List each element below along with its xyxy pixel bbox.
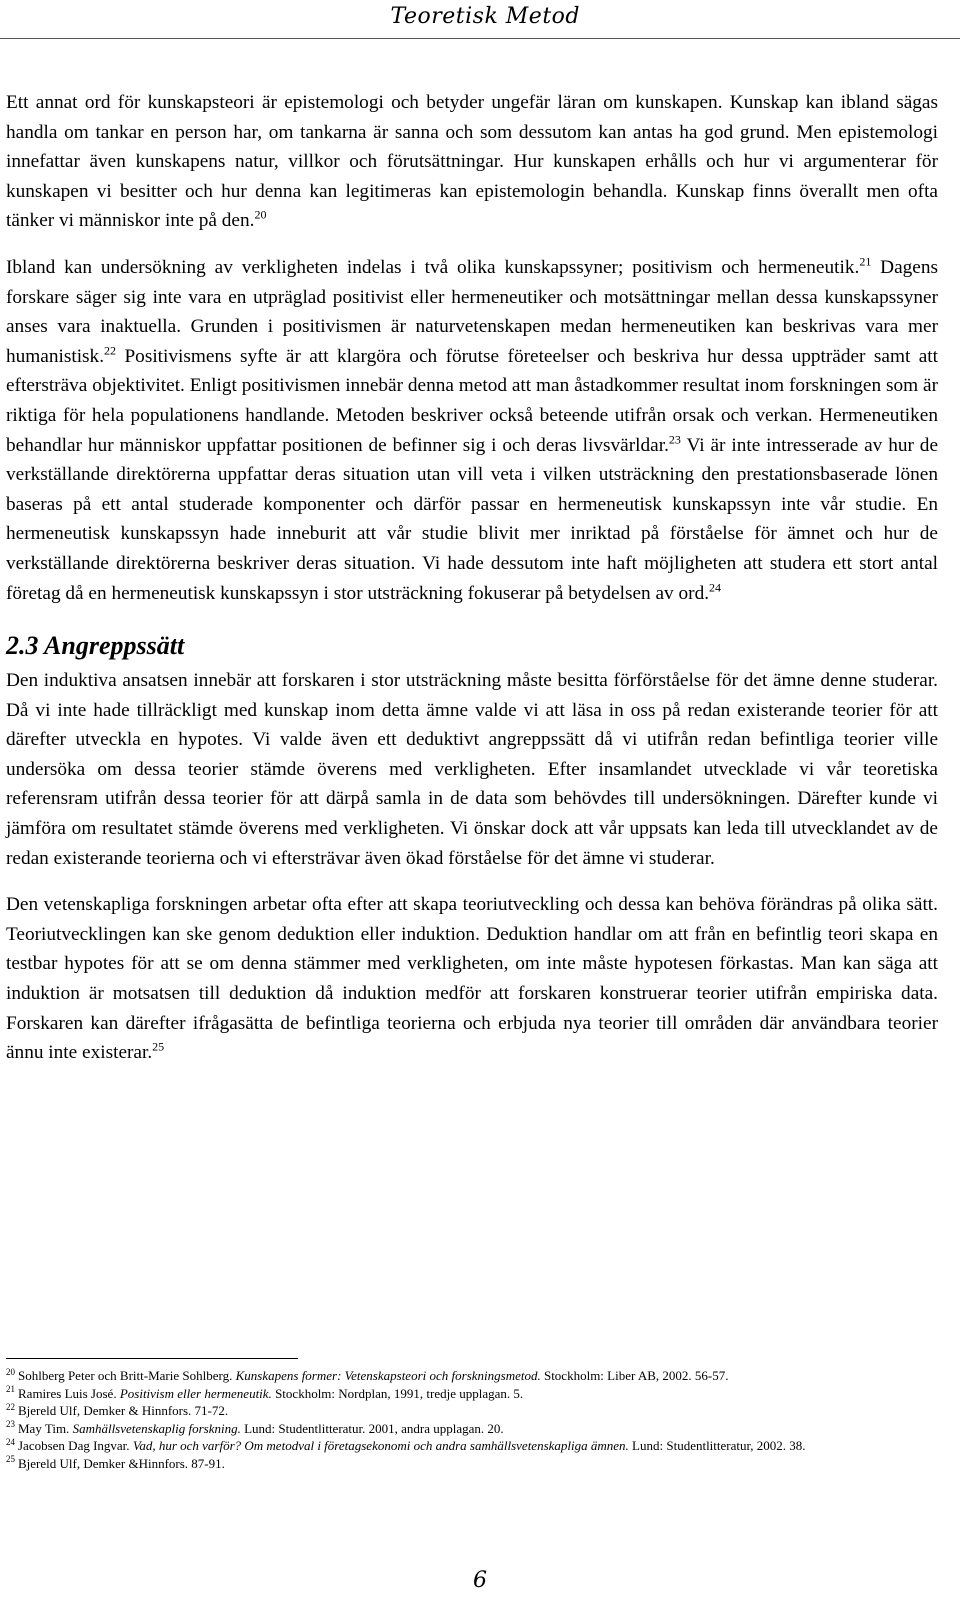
footnote: $^{22}$ Bjereld Ulf, Demker & Hinnfors. 71-72.	[6, 1401, 229, 1418]
footnote-ref[interactable]: 21	[859, 254, 872, 269]
footnote-ref[interactable]: 20	[254, 207, 267, 222]
paragraph-vetenskaplig: Den vetenskapliga forskningen arbetar ofta efter att skapa teoriutveckling och dessa kan behöva förändras på olika sätt. Teoriutvecklingen kan ske genom deduktion eller induktion. Deduktion handlar om att från en befintlig teori skapa en testbar hypotes för att se om denna stämmer med verkligheten, om inte måste hypotesen förkastas. Man kan säga att induktion är motsatsen till deduktion då induktion medför att forskaren konstruerar teorier utifrån empiriska data. Forskaren kan därefter ifrågasätta de befintliga teorierna och erbjuda nya teorier till områden där användbara teorier ännu inte existerar.$^{25}$	[6, 894, 938, 1064]
footnote-ref[interactable]: 22	[104, 343, 117, 358]
paragraph-induktiv: Den induktiva ansatsen innebär att forskaren i stor utsträckning måste besitta förförståelse för det ämne denne studerar. Då vi inte hade tillräckligt med kunskap inom detta ämne valde vi att läsa in oss på redan existerande teorier för att därefter utveckla en hypotes. Vi valde även ett deduktivt angreppssätt då vi utifrån redan befintliga teorier ville undersöka om dessa teorier stämde överens med verkligheten. Efter insamlandet utvecklade vi vår teoretiska referensram utifrån dessa teorier för att därpå samla in de data som behövdes till undersökningen. Därefter kunde vi jämföra om resultatet stämde överens med verkligheten. Vi önskar dock att vår uppsats kan leda till utvecklandet av de redan existerande teorierna och vi eftersträvar även ökad förståelse för det ämne vi studerar.	[6, 670, 938, 869]
footnote-ref[interactable]: 25	[152, 1039, 165, 1054]
footnote: $^{20}$ Sohlberg Peter och Britt-Marie Sohlberg. Kunskapens former: Vetenskapsteori och forskningsmetod. Stockholm: Liber AB, 2002. 56-57.	[6, 1366, 729, 1383]
footnote: $^{24}$ Jacobsen Dag Ingvar. Vad, hur och varför? Om metodval i företagsekonomi och andra samhällsvetenskapliga ämnen. Lund: Studentlitteratur, 2002. 38.	[6, 1436, 806, 1453]
paragraph-epistemologi: Ett annat ord för kunskapsteori är epistemologi och betyder ungefär läran om kunskapen. Kunskap kan ibland sägas handla om tankar en person har, om tankarna är sanna och som dessutom kan antas ha god grund. Men epistemologi innefattar även kunskapens natur, villkor och förutsättningar. Hur kunskapen erhålls och hur vi argumenterar för kunskapen vi besitter och hur denna kan legitimeras kan epistemologin behandla. Kunskap finns överallt men ofta tänker vi människor inte på den.$^{20}$	[6, 92, 938, 232]
footnote-ref[interactable]: 23	[668, 432, 681, 447]
body-text	[6, 88, 938, 1068]
footnote: $^{25}$ Bjereld Ulf, Demker &Hinnfors. 87-91.	[6, 1454, 225, 1471]
page-number: 6	[473, 1568, 487, 1593]
running-header: Teoretisk Metod	[390, 4, 580, 29]
header-divider	[0, 38, 960, 39]
footnotes	[6, 1367, 938, 1472]
footnote: $^{23}$ May Tim. Samhällsvetenskaplig forskning. Lund: Studentlitteratur. 2001, andra upplagan. 20.	[6, 1419, 504, 1436]
footnote-ref[interactable]: 24	[709, 580, 722, 595]
section-heading: 2.3 Angreppssätt	[6, 631, 185, 661]
paragraph-kunskapssyner: Ibland kan undersökning av verkligheten indelas i två olika kunskapssyner; positivism och hermeneutik.$^{21}$ Dagens forskare säger sig inte vara en utpräglad positivist eller hermeneutiker och motsättningar mellan dessa kunskapssyner anses vara inaktuella. Grunden i positivismen är naturvetenskapen medan hermeneutiken kan beskrivas vara mer humanistisk.$^{22}$ Positivismens syfte är att klargöra och förutse företeelser och beskriva hur dessa uppträder samt att eftersträva objektivitet. Enligt positivismen innebär denna metod att man åstadkommer resultat inom forskningen som är riktiga för hela populationens handlande. Metoden beskriver också beteende utifrån orsak och verkan. Hermeneutiken behandlar hur människor uppfattar positionen de befinner sig i och deras livsvärldar.$^{23}$ Vi är inte intresserade av hur de verkställande direktörerna uppfattar deras situation utan vill veta i vilken utsträckning den prestationsbaserade lönen baseras på ett antal studerade komponenter och därför passar en hermeneutisk kunskapssyn inte vår studie. En hermeneutisk kunskapssyn hade inneburit att vår studie blivit mer inriktad på förståelse för ämnet och hur de verkställande direktörerna beskriver deras situation. Vi hade dessutom inte haft möjligheten att studera ett stort antal företag då en hermeneutisk kunskapssyn i stor utsträckning fokuserar på betydelsen av ord.$^{24}$	[6, 254, 938, 604]
footnote: $^{21}$ Ramires Luis José. Positivism eller hermeneutik. Stockholm: Nordplan, 1991, tredje upplagan. 5.	[6, 1384, 524, 1401]
footnote-divider	[6, 1358, 298, 1359]
